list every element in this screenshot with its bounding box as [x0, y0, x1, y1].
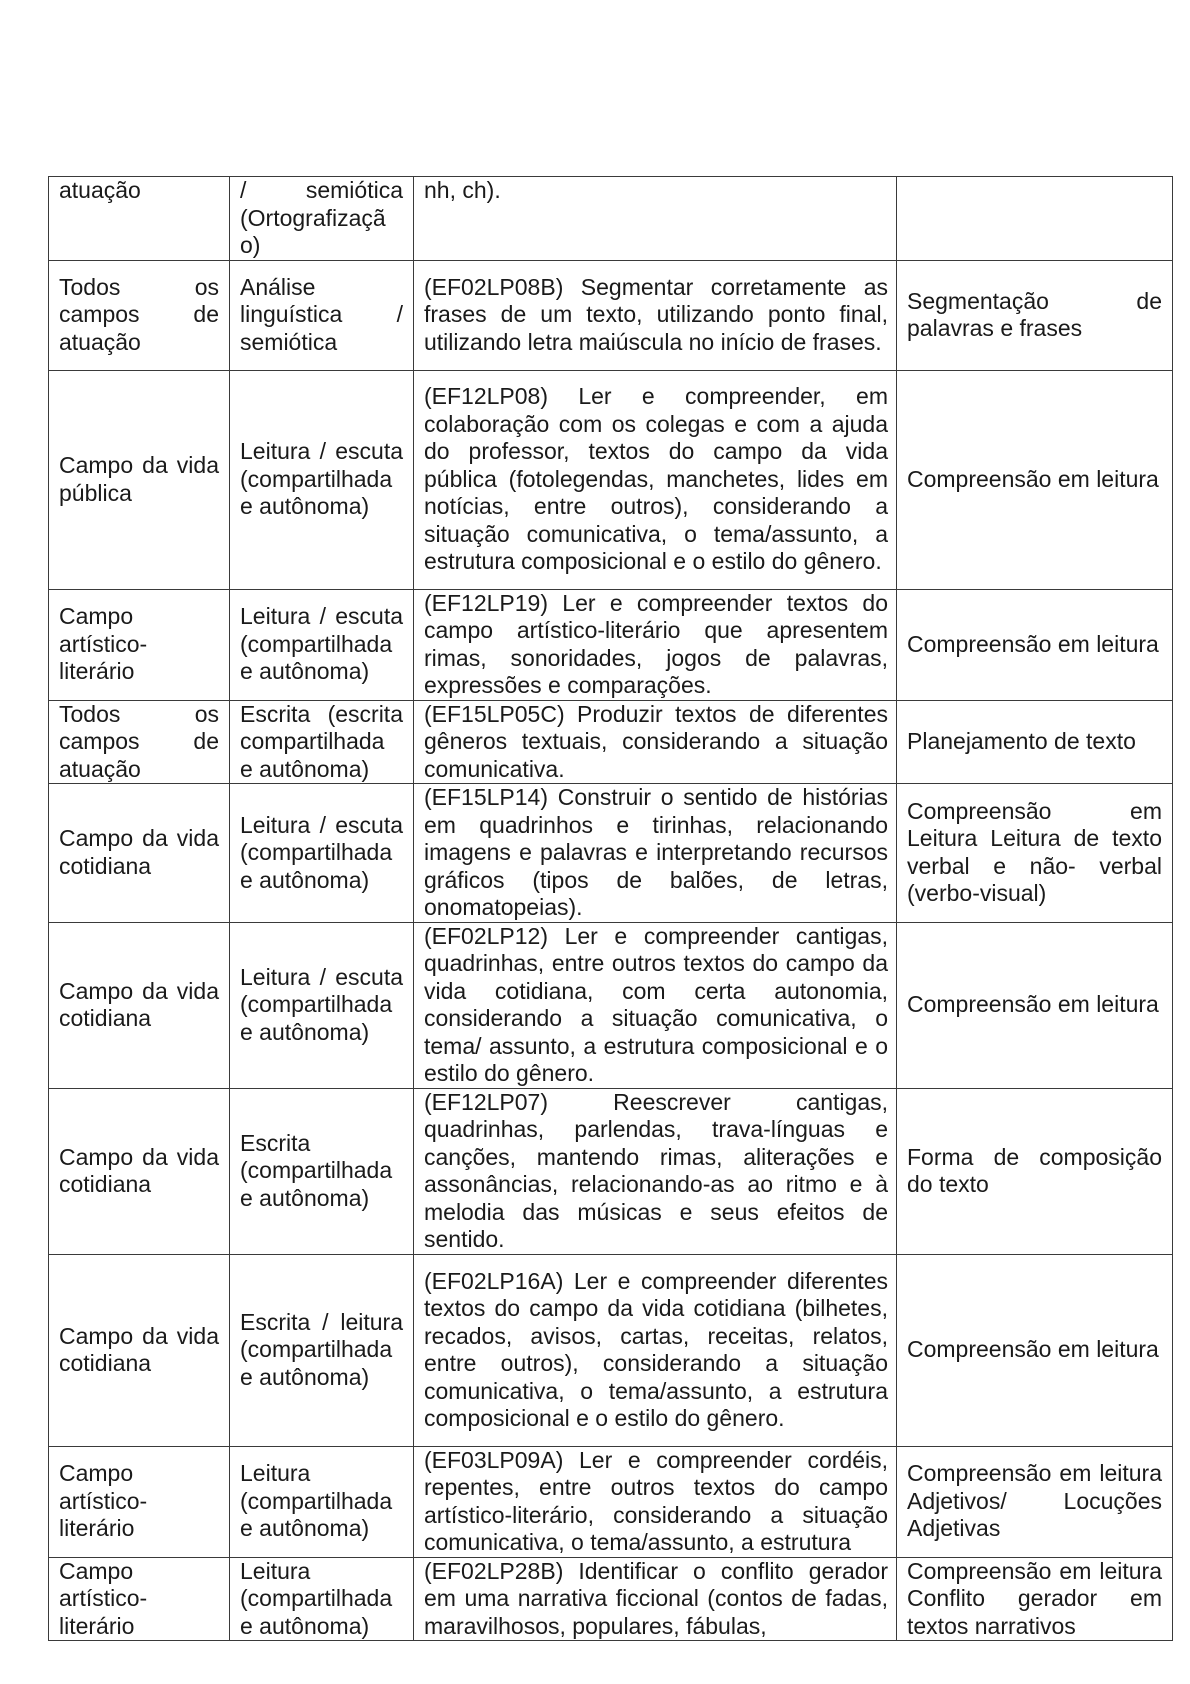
cell-pratica: Escrita (escrita compartilhada e autônoma)	[230, 700, 414, 784]
table-row	[49, 177, 1173, 261]
cell-habilidade: (EF02LP28B) Identificar o conflito gerador em uma narrativa ficcional (contos de fadas, maravilhosos, populares, fábulas,	[414, 1557, 897, 1641]
cell-habilidade: (EF02LP08B) Segmentar corretamente as frases de um texto, utilizando ponto final, utilizando letra maiúscula no início de frases.	[414, 260, 897, 370]
cell-objeto: Compreensão em leitura Adjetivos/ Locuções Adjetivas	[897, 1446, 1173, 1557]
table-row	[49, 370, 1173, 589]
cell-objeto: Compreensão em leitura	[897, 922, 1173, 1088]
table-row	[49, 260, 1173, 370]
cell-objeto: Compreensão em leitura Conflito gerador em textos narrativos	[897, 1557, 1173, 1641]
cell-campo: Campo da vida cotidiana	[49, 922, 230, 1088]
cell-objeto	[897, 177, 1173, 261]
cell-habilidade: (EF12LP07) Reescrever cantigas, quadrinhas, parlendas, trava-línguas e canções, mantendo rimas, aliterações e assonâncias, relacionando-as ao ritmo e à melodia das músicas e seus efeitos de sentido.	[414, 1088, 897, 1254]
cell-pratica: Escrita (compartilhada e autônoma)	[230, 1088, 414, 1254]
cell-objeto: Compreensão em leitura	[897, 1254, 1173, 1446]
cell-campo: Campo da vida cotidiana	[49, 1088, 230, 1254]
cell-objeto: Forma de composição do texto	[897, 1088, 1173, 1254]
cell-campo: Campo artístico-literário	[49, 1446, 230, 1557]
cell-pratica: Leitura (compartilhada e autônoma)	[230, 1557, 414, 1641]
cell-campo: Campo da vida cotidiana	[49, 1254, 230, 1446]
table-row	[49, 1254, 1173, 1446]
cell-habilidade: (EF15LP14) Construir o sentido de histórias em quadrinhos e tirinhas, relacionando imagens e palavras e interpretando recursos gráficos (tipos de balões, de letras, onomatopeias).	[414, 784, 897, 923]
cell-habilidade: (EF12LP08) Ler e compreender, em colaboração com os colegas e com a ajuda do professor, textos do campo da vida pública (fotolegendas, manchetes, lides em notícias, entre outros), considerando a situação comunicativa, o tema/assunto, a estrutura composicional e o estilo do gênero.	[414, 370, 897, 589]
table-row	[49, 1088, 1173, 1254]
cell-campo: atuação	[49, 177, 230, 261]
cell-pratica: Leitura / escuta (compartilhada e autônoma)	[230, 370, 414, 589]
cell-objeto: Compreensão em Leitura Leitura de texto verbal e não- verbal (verbo-visual)	[897, 784, 1173, 923]
cell-habilidade: nh, ch).	[414, 177, 897, 261]
cell-campo: Campo da vida pública	[49, 370, 230, 589]
cell-objeto: Planejamento de texto	[897, 700, 1173, 784]
cell-pratica: Leitura / escuta (compartilhada e autônoma)	[230, 589, 414, 700]
cell-campo: Todos os campos de atuação	[49, 700, 230, 784]
cell-campo: Campo artístico-literário	[49, 1557, 230, 1641]
cell-habilidade: (EF12LP19) Ler e compreender textos do campo artístico-literário que apresentem rimas, sonoridades, jogos de palavras, expressões e comparações.	[414, 589, 897, 700]
cell-pratica: Escrita / leitura (compartilhada e autônoma)	[230, 1254, 414, 1446]
cell-pratica: Leitura / escuta (compartilhada e autônoma)	[230, 922, 414, 1088]
cell-campo: Campo artístico-literário	[49, 589, 230, 700]
table-row	[49, 700, 1173, 784]
cell-objeto: Segmentação de palavras e frases	[897, 260, 1173, 370]
document-page	[48, 176, 1172, 1641]
table-row	[49, 1557, 1173, 1641]
table-row	[49, 589, 1173, 700]
table-row	[49, 1446, 1173, 1557]
cell-habilidade: (EF02LP12) Ler e compreender cantigas, quadrinhas, entre outros textos do campo da vida cotidiana, com certa autonomia, considerando a situação comunicativa, o tema/ assunto, a estrutura composicional e o estilo do gênero.	[414, 922, 897, 1088]
curriculum-table	[48, 176, 1173, 1641]
cell-habilidade: (EF02LP16A) Ler e compreender diferentes textos do campo da vida cotidiana (bilhetes, recados, avisos, cartas, receitas, relatos, entre outros), considerando a situação comunicativa, o tema/assunto, a estrutura composicional e o estilo do gênero.	[414, 1254, 897, 1446]
cell-pratica: Leitura / escuta (compartilhada e autônoma)	[230, 784, 414, 923]
cell-habilidade: (EF03LP09A) Ler e compreender cordéis, repentes, entre outros textos do campo artístico-literário, considerando a situação comunicativa, o tema/assunto, a estrutura	[414, 1446, 897, 1557]
cell-campo: Todos os campos de atuação	[49, 260, 230, 370]
table-row	[49, 922, 1173, 1088]
cell-objeto: Compreensão em leitura	[897, 370, 1173, 589]
cell-campo: Campo da vida cotidiana	[49, 784, 230, 923]
cell-habilidade: (EF15LP05C) Produzir textos de diferentes gêneros textuais, considerando a situação comunicativa.	[414, 700, 897, 784]
cell-objeto: Compreensão em leitura	[897, 589, 1173, 700]
cell-pratica: / semiótica (Ortografizaçã o)	[230, 177, 414, 261]
cell-pratica: Análise linguística / semiótica	[230, 260, 414, 370]
table-row	[49, 784, 1173, 923]
cell-pratica: Leitura (compartilhada e autônoma)	[230, 1446, 414, 1557]
